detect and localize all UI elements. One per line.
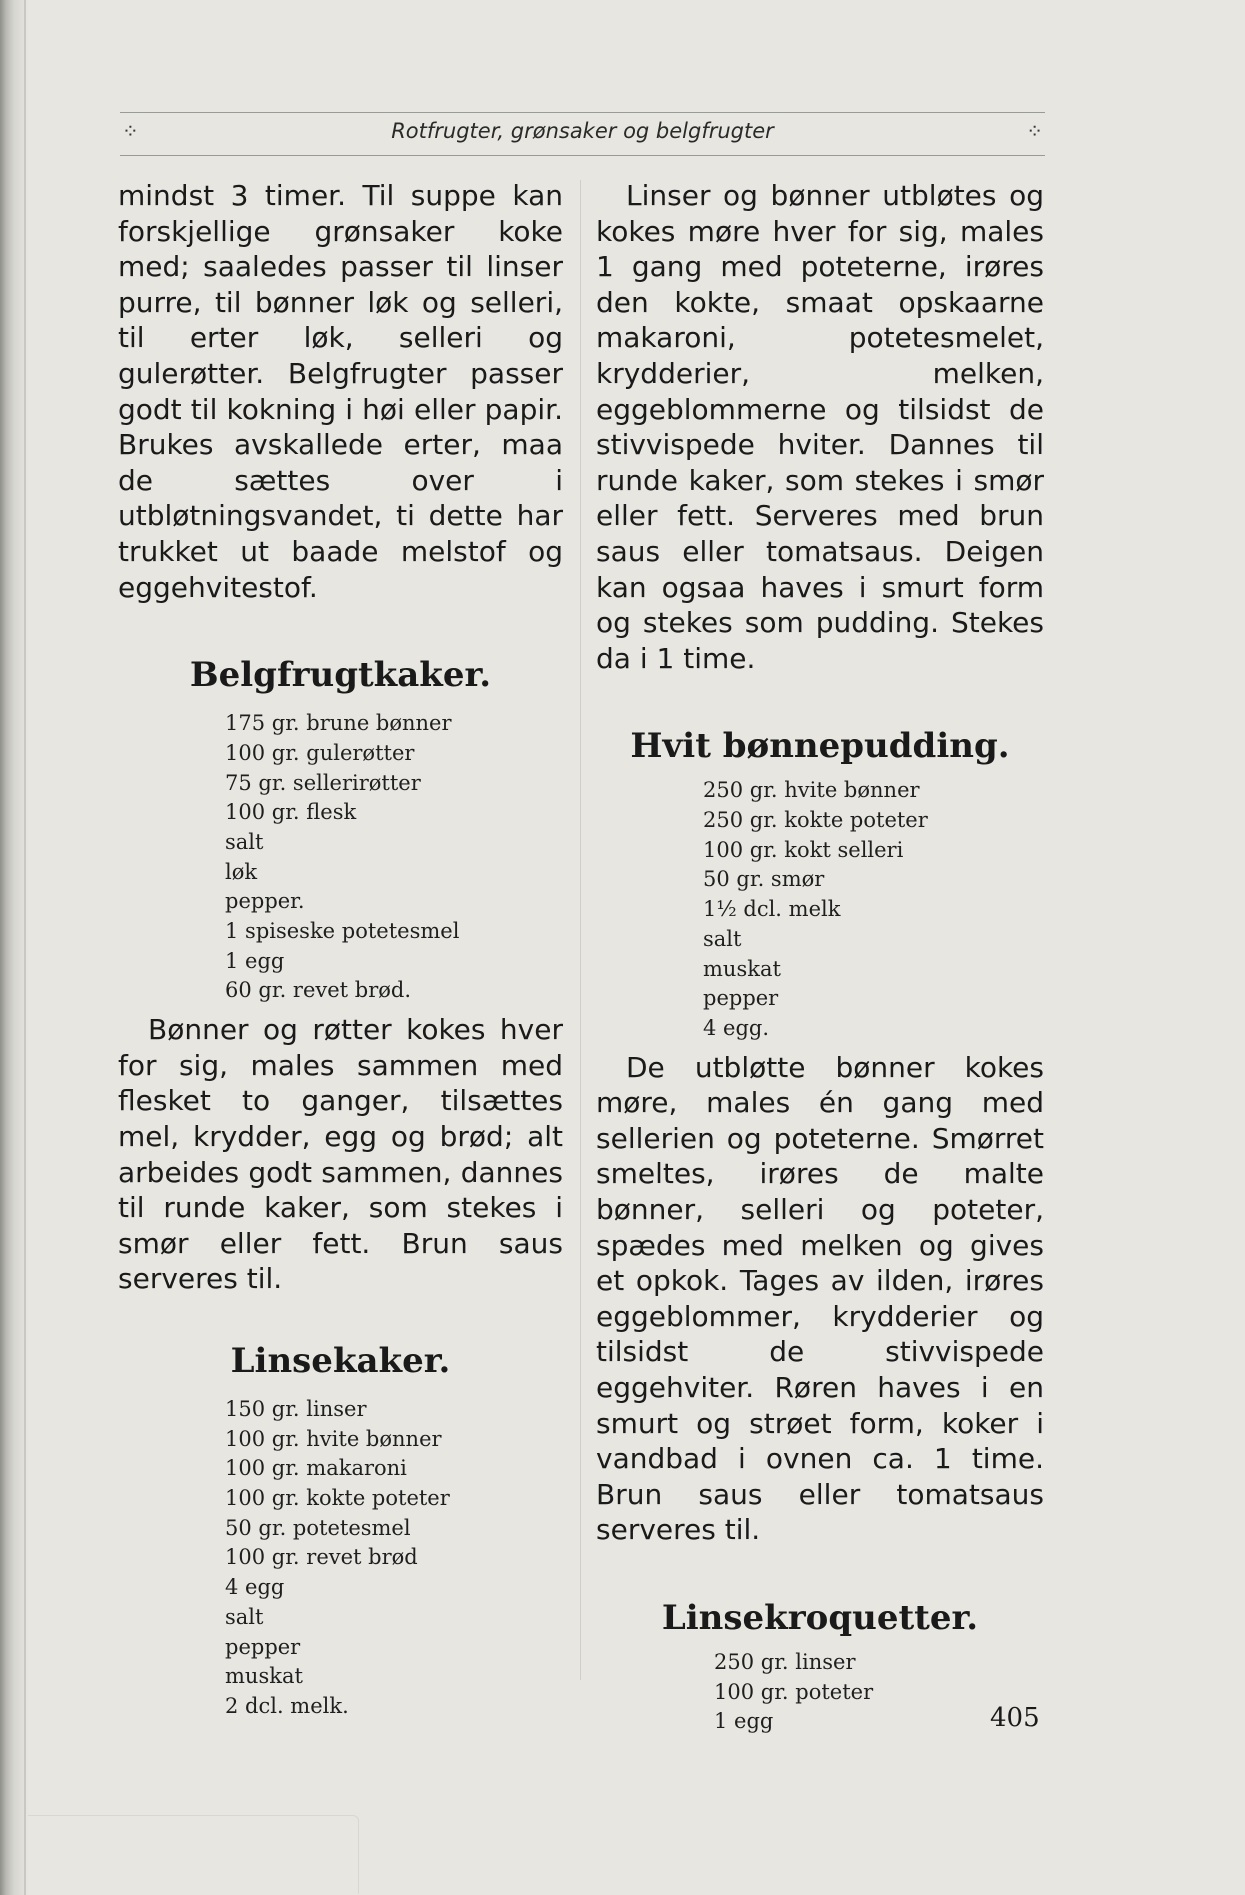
recipe-title-hvit-bonnepudding: Hvit bønnepudding. bbox=[630, 726, 1010, 767]
ingredient-item: 175 gr. brune bønner bbox=[225, 711, 452, 736]
ornament-left-icon: ⁘ bbox=[122, 119, 139, 143]
ingredient-item: 100 gr. flesk bbox=[225, 800, 357, 825]
ingredient-item: salt bbox=[225, 829, 264, 854]
left-column bbox=[118, 178, 563, 1722]
ingredient-item: 1 egg bbox=[714, 1709, 774, 1734]
ingredient-item: 75 gr. sellerirøtter bbox=[225, 770, 421, 795]
right-column bbox=[596, 178, 1044, 1737]
ingredient-list-hvit-bonnepudding bbox=[703, 776, 1044, 1043]
ornament-right-icon: ⁘ bbox=[1026, 119, 1043, 143]
ingredient-item: 1 egg bbox=[225, 948, 285, 973]
intro-paragraph: mindst 3 timer. Til suppe kan forskjellige grønsaker koke med; saaledes passer til linser purre, til bønner løk og selleri, til erter løk, selleri og gulerøtter. Belgfrugter passer godt til kokning i høi eller papir. Brukes avskallede erter, maa de sættes over i utbløtningsvandet, ti dette har trukket ut baade melstof og eggehvitestof. bbox=[118, 179, 563, 604]
page-binding-line bbox=[24, 0, 26, 1895]
page-number: 405 bbox=[990, 1703, 1040, 1733]
ingredient-item: 100 gr. makaroni bbox=[225, 1456, 407, 1481]
ingredient-item: pepper bbox=[225, 1634, 301, 1659]
ingredient-item: 100 gr. poteter bbox=[714, 1679, 874, 1704]
recipe-title-linsekroquetter: Linsekroquetter. bbox=[661, 1597, 979, 1638]
running-header-title: Rotfrugter, grønsaker og belgfrugter bbox=[391, 119, 774, 143]
ingredient-item: pepper bbox=[703, 986, 779, 1011]
method-paragraph-hvit-bonnepudding: De utbløtte bønner kokes møre, males én gang med sellerien og poteterne. Smørret smeltes, irøres de malte bønner, selleri og poteter, spædes med melken og gives et opkok. Tages av ilden, irøres eggeblommer, krydderier og tilsidst de stivvispede eggehviter. Røren haves i en smurt og strøet form, koker i vandbad i ovnen ca. 1 time. Brun saus eller tomatsaus serveres til. bbox=[596, 1050, 1044, 1547]
method-paragraph-belgfrugtkaker: Bønner og røtter kokes hver for sig, males sammen med flesket to ganger, tilsættes mel, krydder, egg og brød; alt arbeides godt sammen, dannes til runde kaker, som stekes i smør eller fett. Brun saus serveres til. bbox=[118, 1013, 563, 1296]
recipe-title-linsekaker: Linsekaker. bbox=[230, 1340, 451, 1381]
ingredient-item: 250 gr. kokte poteter bbox=[703, 808, 928, 833]
running-header bbox=[120, 112, 1045, 156]
ingredient-item: 60 gr. revet brød. bbox=[225, 978, 412, 1003]
ingredient-list-linsekaker bbox=[225, 1395, 563, 1722]
recipe-title-belgfrugtkaker: Belgfrugtkaker. bbox=[189, 655, 492, 696]
ingredient-item: 150 gr. linser bbox=[225, 1396, 367, 1421]
ingredient-item: salt bbox=[225, 1604, 264, 1629]
ingredient-item: 100 gr. revet brød bbox=[225, 1545, 418, 1570]
ingredient-item: 4 egg. bbox=[703, 1015, 770, 1040]
ingredient-item: salt bbox=[703, 926, 742, 951]
ingredient-item: 4 egg bbox=[225, 1575, 285, 1600]
ingredient-item: 1½ dcl. melk bbox=[703, 897, 841, 922]
ingredient-item: 100 gr. kokte poteter bbox=[225, 1486, 450, 1511]
ingredient-item: 2 dcl. melk. bbox=[225, 1693, 349, 1718]
ingredient-item: 100 gr. hvite bønner bbox=[225, 1426, 442, 1451]
ingredient-item: muskat bbox=[703, 956, 781, 981]
ingredient-item: muskat bbox=[225, 1664, 303, 1689]
ingredient-item: løk bbox=[225, 859, 258, 884]
ingredient-item: 1 spiseske potetesmel bbox=[225, 919, 460, 944]
ingredient-item: 250 gr. hvite bønner bbox=[703, 778, 920, 803]
continued-paragraph-linsekaker: Linser og bønner utbløtes og kokes møre hver for sig, males 1 gang med poteterne, irøres den kokte, smaat opskaarne makaroni, potetesmelet, krydderier, melken, eggeblommerne og tilsidst de stivvispede hviter. Dannes til runde kaker, som stekes i smør eller fett. Serveres med brun saus eller tomatsaus. Deigen kan ogsaa haves i smurt form og stekes som pudding. Stekes da i 1 time. bbox=[596, 179, 1044, 675]
ingredient-item: 100 gr. kokt selleri bbox=[703, 837, 904, 862]
ingredient-item: 50 gr. potetesmel bbox=[225, 1515, 411, 1540]
column-divider bbox=[580, 180, 581, 1680]
ingredient-list-belgfrugtkaker bbox=[225, 709, 563, 1006]
ingredient-item: 50 gr. smør bbox=[703, 867, 825, 892]
ingredient-item: 100 gr. gulerøtter bbox=[225, 740, 415, 765]
ingredient-item: 250 gr. linser bbox=[714, 1649, 856, 1674]
ingredient-item: pepper. bbox=[225, 889, 305, 914]
page-corner-mark bbox=[28, 1815, 359, 1894]
